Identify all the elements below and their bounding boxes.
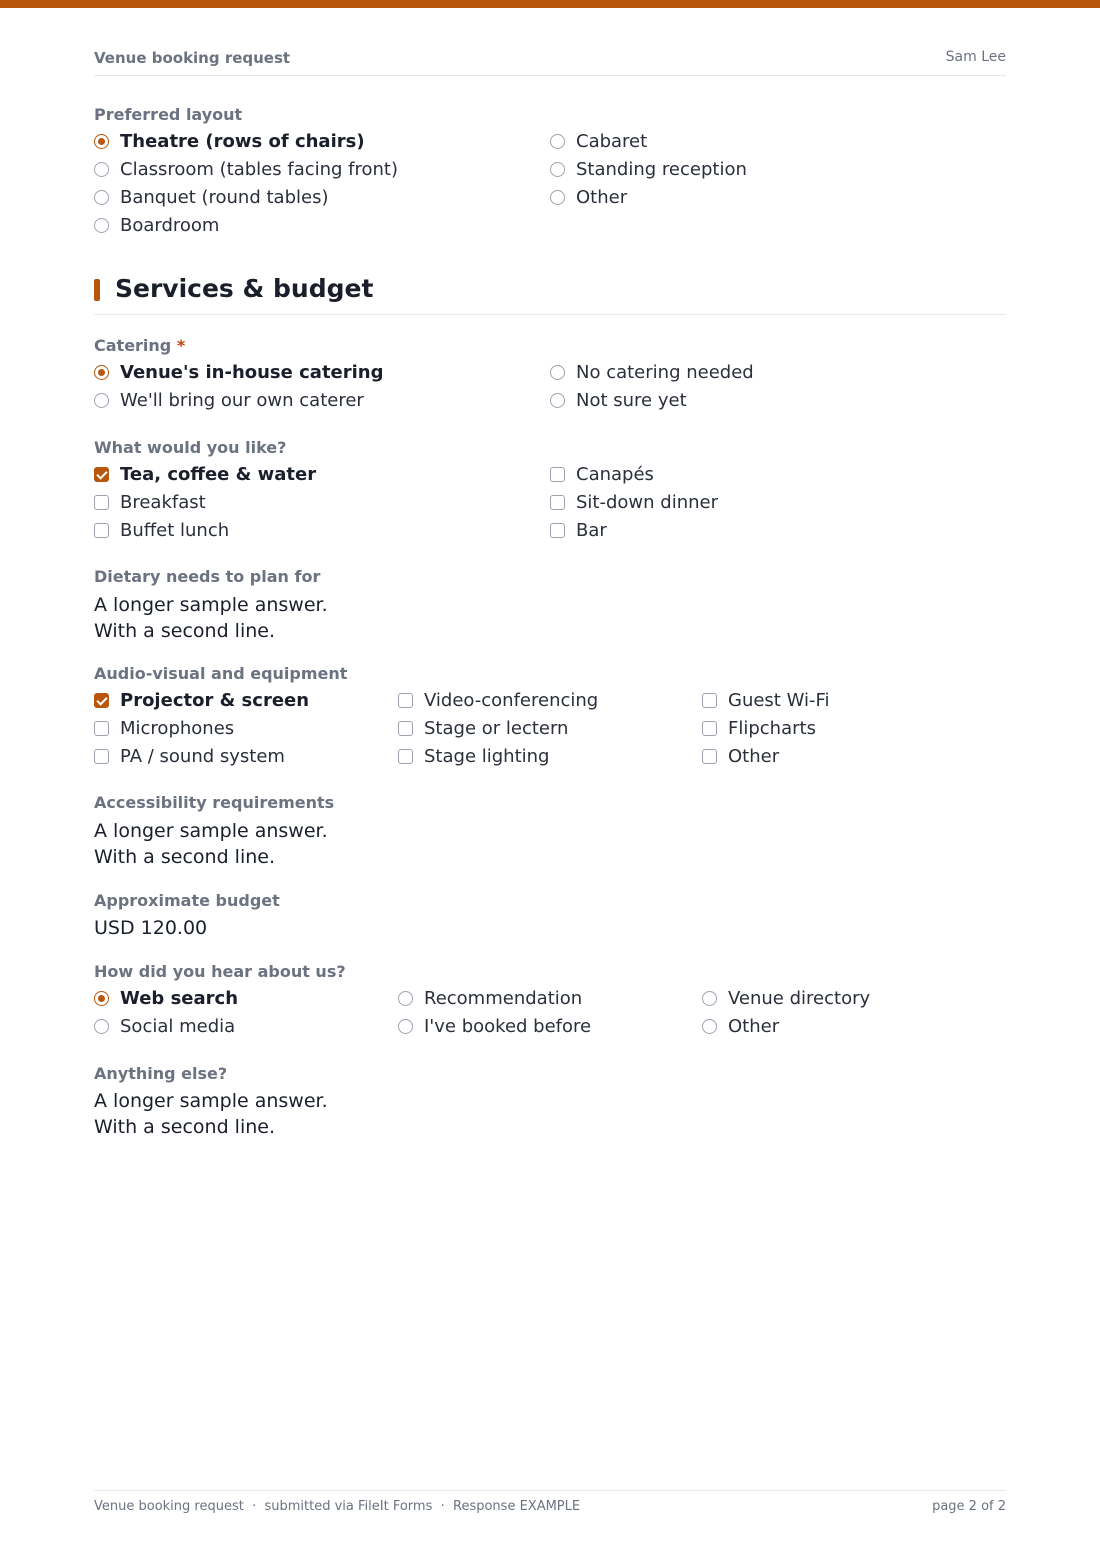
- radio-icon: [550, 190, 565, 205]
- respondent-name: Sam Lee: [945, 49, 1006, 65]
- radio-icon: [94, 218, 109, 233]
- av-label: Audio-visual and equipment: [94, 664, 348, 683]
- radio-icon: [398, 1019, 413, 1034]
- hear-label: How did you hear about us?: [94, 962, 346, 981]
- checkbox-icon: [94, 749, 109, 764]
- checkbox-icon: [702, 749, 717, 764]
- top-accent-bar: [0, 0, 1100, 8]
- anything-else-label: Anything else?: [94, 1064, 228, 1083]
- food-label: What would you like?: [94, 438, 287, 457]
- checkbox-icon: [398, 721, 413, 736]
- section-heading: [94, 276, 1006, 315]
- checkbox-icon: [94, 721, 109, 736]
- footer-info: Venue booking request · submitted via FileIt Forms · Response EXAMPLE: [94, 1499, 581, 1514]
- checkbox-icon: [550, 495, 565, 510]
- catering-label: Catering *: [94, 336, 186, 355]
- dietary-label: Dietary needs to plan for: [94, 567, 321, 586]
- radio-selected-icon: [94, 991, 109, 1006]
- page-number: page 2 of 2: [932, 1499, 1006, 1514]
- checkbox-icon: [550, 523, 565, 538]
- preferred-layout-label: Preferred layout: [94, 105, 243, 124]
- anything-else-answer: A longer sample answer. With a second line.: [94, 1090, 328, 1138]
- required-marker: *: [176, 336, 186, 355]
- radio-icon: [94, 393, 109, 408]
- radio-icon: [550, 162, 565, 177]
- radio-icon: [702, 1019, 717, 1034]
- section-accent-bar: [94, 279, 100, 301]
- form-title: Venue booking request: [94, 49, 291, 67]
- radio-icon: [702, 991, 717, 1006]
- budget-answer: USD 120.00: [94, 917, 208, 939]
- checkbox-icon: [702, 721, 717, 736]
- checkbox-icon: [94, 523, 109, 538]
- checkbox-icon: [398, 749, 413, 764]
- accessibility-label: Accessibility requirements: [94, 793, 335, 812]
- page-footer: [94, 1490, 1006, 1521]
- radio-icon: [398, 991, 413, 1006]
- budget-label: Approximate budget: [94, 891, 280, 910]
- dietary-answer: A longer sample answer. With a second line.: [94, 594, 328, 642]
- radio-icon: [550, 134, 565, 149]
- radio-icon: [94, 162, 109, 177]
- page-header: [94, 49, 1006, 76]
- accessibility-answer: A longer sample answer. With a second line.: [94, 820, 328, 868]
- radio-selected-icon: [94, 134, 109, 149]
- checkbox-checked-icon: [94, 693, 109, 708]
- section-title: Services & budget: [115, 274, 374, 303]
- radio-icon: [550, 393, 565, 408]
- radio-icon: [94, 190, 109, 205]
- radio-icon: [94, 1019, 109, 1034]
- checkbox-icon: [94, 495, 109, 510]
- radio-selected-icon: [94, 365, 109, 380]
- checkbox-icon: [702, 693, 717, 708]
- checkbox-icon: [550, 467, 565, 482]
- radio-icon: [550, 365, 565, 380]
- checkbox-checked-icon: [94, 467, 109, 482]
- checkbox-icon: [398, 693, 413, 708]
